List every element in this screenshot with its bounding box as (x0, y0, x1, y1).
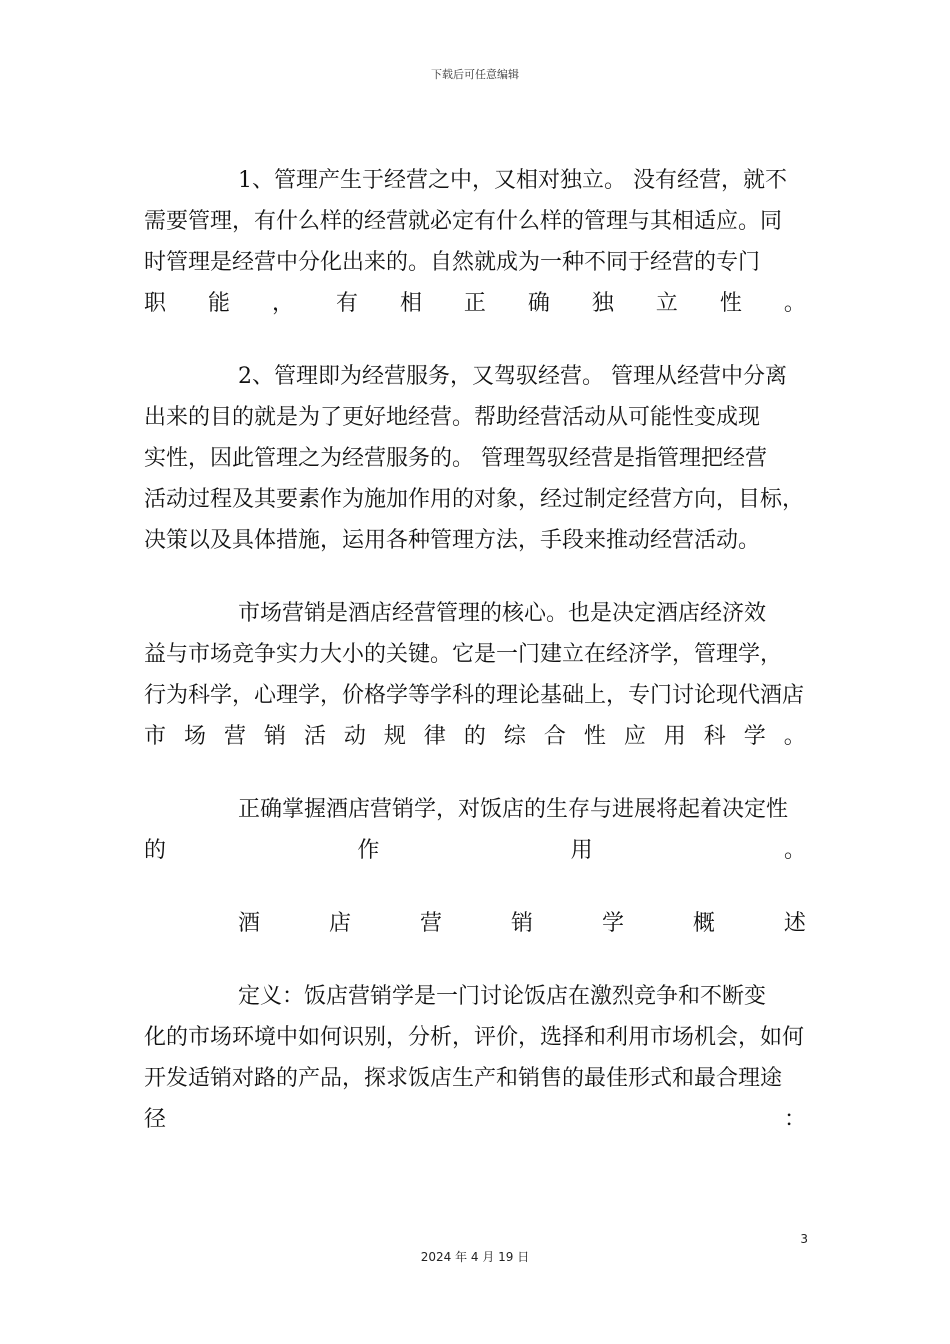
spread-char: ： (783, 1107, 806, 1132)
page-number: 3 (800, 1232, 808, 1246)
heading-char: 酒 (238, 911, 261, 936)
heading-char: 学 (601, 911, 624, 936)
paragraph-1 (144, 160, 806, 324)
paragraph-line: 实性，因此管理之为经营服务的。 管理驾驭经营是指管理把经营 (144, 446, 767, 471)
paragraph-line: 正确掌握酒店营销学，对饭店的生存与进展将起着决定性 (238, 797, 789, 822)
paragraph-line: 开发适销对路的产品，探求饭店生产和销售的最佳形式和最合理途 (144, 1066, 783, 1091)
paragraph-4 (144, 789, 806, 871)
spread-char: 合 (543, 724, 566, 749)
heading-char: 营 (419, 911, 442, 936)
paragraph-3 (144, 593, 806, 757)
document-body (144, 160, 806, 1172)
spread-char: 营 (223, 724, 246, 749)
heading-char: 销 (510, 911, 533, 936)
spread-char: 径 (144, 1107, 167, 1132)
paragraph-line: 时管理是经营中分化出来的。自然就成为一种不同于经营的专门 (144, 250, 761, 275)
heading-char: 述 (783, 911, 806, 936)
footer-date: 2024 年 4 月 19 日 (420, 1250, 530, 1264)
spread-char: 应 (623, 724, 646, 749)
heading-char: 概 (692, 911, 715, 936)
spread-char: 独 (591, 291, 614, 316)
spread-char: 场 (183, 724, 206, 749)
spread-char: 作 (357, 838, 380, 863)
spread-char: ， (271, 291, 294, 316)
spread-char: 科 (703, 724, 726, 749)
paragraph-line: 决策以及具体措施，运用各种管理方法，手段来推动经营活动。 (144, 528, 761, 553)
paragraph-spread-line (144, 283, 806, 324)
spread-char: 。 (783, 838, 806, 863)
paragraph-line: 2、管理即为经营服务，又驾驭经营。 管理从经营中分离 (238, 364, 787, 389)
spread-char: 职 (144, 291, 167, 316)
spread-char: 市 (144, 724, 167, 749)
page-header: 下载后可任意编辑 (431, 68, 519, 81)
paragraph-line: 活动过程及其要素作为施加作用的对象，经过制定经营方向，目标， (144, 487, 805, 512)
paragraph-line: 出来的目的就是为了更好地经营。帮助经营活动从可能性变成现 (144, 405, 761, 430)
paragraph-2 (144, 356, 806, 561)
paragraph-spread-line (144, 716, 806, 757)
paragraph-line: 市场营销是酒店经营管理的核心。也是决定酒店经济效 (238, 601, 767, 626)
spread-char: 律 (423, 724, 446, 749)
spread-char: 正 (463, 291, 486, 316)
spread-char: 的 (144, 838, 167, 863)
paragraph-line: 行为科学，心理学，价格学等学科的理论基础上，专门讨论现代酒店 (144, 683, 805, 708)
spread-char: 规 (383, 724, 406, 749)
paragraph-line: 化的市场环境中如何识别，分析，评价，选择和利用市场机会，如何 (144, 1025, 805, 1050)
spread-char: 用 (663, 724, 686, 749)
spread-char: 学 (743, 724, 766, 749)
spread-char: 相 (399, 291, 422, 316)
spread-char: 性 (719, 291, 742, 316)
paragraph-spread-line (144, 1099, 806, 1140)
paragraph-line: 定义：饭店营销学是一门讨论饭店在激烈竞争和不断变 (238, 984, 767, 1009)
heading-char: 店 (328, 911, 351, 936)
paragraph-spread-line (144, 830, 806, 871)
spread-char: 确 (527, 291, 550, 316)
spread-char: 动 (343, 724, 366, 749)
spread-char: 的 (463, 724, 486, 749)
spread-char: 销 (263, 724, 286, 749)
section-heading (144, 903, 806, 944)
spread-char: 立 (655, 291, 678, 316)
spread-char: 能 (207, 291, 230, 316)
spread-char: 用 (570, 838, 593, 863)
spread-char: 活 (303, 724, 326, 749)
spread-char: 综 (503, 724, 526, 749)
paragraph-line: 益与市场竞争实力大小的关键。它是一门建立在经济学，管理学， (144, 642, 783, 667)
spread-char: 。 (783, 724, 806, 749)
definition-paragraph (144, 976, 806, 1140)
spread-char: 有 (335, 291, 358, 316)
spread-char: 性 (583, 724, 606, 749)
spread-char: 。 (783, 291, 806, 316)
paragraph-line: 1、管理产生于经营之中，又相对独立。 没有经营，就不 (238, 168, 787, 193)
paragraph-line: 需要管理，有什么样的经营就必定有什么样的管理与其相适应。同 (144, 209, 783, 234)
